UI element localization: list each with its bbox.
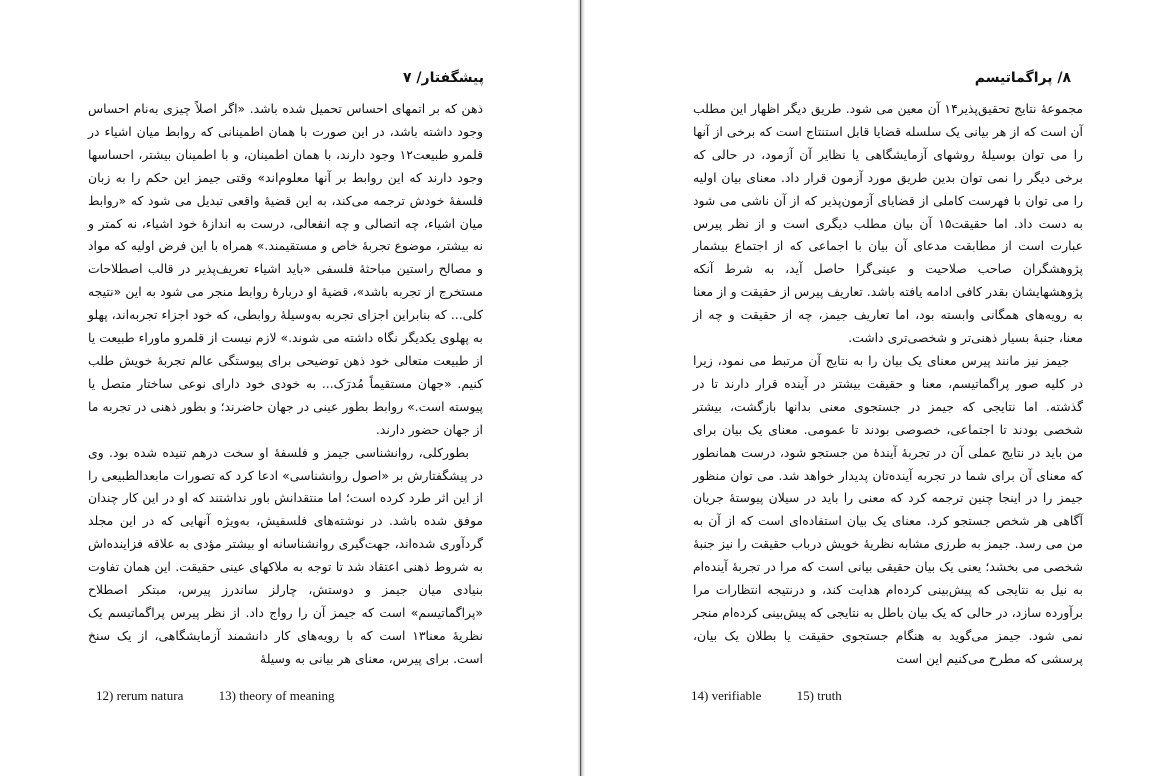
left-paragraph-1: ذهن که بر اتمهای احساس تحمیل شده باشد. «اگر اصلاً چیزی به‌نام احساس وجود داشته باشد، در این صورت با همان اطمینانی که روابط میان اشیاء در قلمرو طبیعت۱۲ وجود دارند، با همان اطمینان، و با اطمینان بیشتر، احساسها وجود دارند که این روابط بر آنها معلوم‌اند» وقتی جیمز این حکم را به زبان فلسفهٔ خودش ترجمه می‌کند، به این قضیهٔ واقعی تبدیل می شود که «روابط میان اشیاء، چه اتصالی و چه انفعالی، درست به اندازهٔ خود اشیاء، نه کمتر و نه بیشتر، موضوع تجربهٔ خاص و مستقیمند.» همراه با این فرض اولیه که مواد و مصالح راستین مباحثهٔ فلسفی «باید اشیاء تعریف‌پذیر در قالب اصطلاحات مستخرج از تجربه باشد»، قضیهٔ او دربارهٔ روابط منجر می شود به این «نتیجه کلی... که بنابراین اجزای تجربه به‌وسیلهٔ روابطی، که خود اجزاء تجربه‌اند، پهلو به پهلوی یکدیگر نگاه داشته می شوند.» لازم نیست از قلمرو ماوراء طبیعت یا از طبیعت متعالی خود ذهن توضیحی برای پیوستگی عالم تجربهٔ خویش طلب کنیم. «جهان مستقیماً مُدرَک... به خودی خود دارای نوعی ساختار متصل یا پیوسته است.» روابط بطور عینی در جهان حاضرند؛ و بطور ذهنی در تجربه ما از جهان حضور دارند. [88, 101, 483, 437]
left-paragraph-2: بطورکلی، روانشناسی جیمز و فلسفهٔ او سخت درهم تنیده شده بود. وی در پیشگفتارش بر «اصول روانشناسی» ادعا کرد که تصورات مابعدالطبیعی را از این اثر طرد کرده است؛ اما منتقدانش باور نداشتند که او در این کار چندان موفق شده باشد. در نوشته‌های فلسفیش، به‌ویژه آنهایی که در این مجلد گردآوری شده‌اند، جهت‌گیری روانشناسانه او بیشتر مؤدی به علاقه فزاینده‌اش به شروط ذهنی اعتقاد شد تا توجه به ملاکهای عینی حقیقت. این همان تفاوت بنیادی میان جیمز و دوستش، چارلز ساندرز پیرس، مبتکر اصطلاح «پراگماتیسم» است که جیمز آن را رواج داد. از نظر پیرس پراگماتیسم یک نظریهٔ معنا۱۳ است که با رویه‌های کار دانشمند آزمایشگاهی، از یک سنخ است. برای پیرس، معنای هر بیانی به وسیلهٔ [88, 444, 483, 666]
right-body-text [693, 98, 1083, 671]
footnote-13: 13) theory of meaning [218, 688, 335, 703]
footnote-15: 15) truth [796, 688, 842, 703]
left-page [0, 0, 580, 776]
left-body-text [88, 98, 483, 671]
book-gutter [577, 0, 585, 776]
right-running-head: ۸/ پراگماتیسم [974, 70, 1071, 86]
right-paragraph-2: جیمز نیز مانند پیرس معنای یک بیان را به نتایج آن مرتبط می نمود، زیرا در کلیه صور پراگماتیسم، معنا و حقیقت بیشتر در آینده قرار دارند تا در گذشته. اما نتایجی که جیمز در جستجوی معنی بدانها بازگشت، بیشتر شخصی بودند تا اجتماعی، خصوصی بودند تا عمومی. معنای یک بیان برای من باید در نتایج عملی آن در تجربهٔ آیندهٔ من جستجو شود، درست همانطور که معنای آن برای شما در تجربه آینده‌تان پدیدار خواهد شد. می توان منظور جیمز را در اینجا چنین ترجمه کرد که معنی را باید در سیلان پیوستهٔ جریان آگاهی هر شخص جستجو کرد. معنای یک بیان استفاده‌ای است که از آن به من می رسد. جیمز به طرزی مشابه نظریهٔ خویش درباب حقیقت را نیز جنبهٔ شخصی می بخشد؛ یعنی یک بیان حقیقی بیانی است که مرا در تجربهٔ آینده‌ام به نیل به نتایجی که پیش‌بینی کرده‌ام هدایت کند، و درنتیجه انتظارات مرا برآورده سازد، در حالی که یک بیان باطل به نتایجی که پیش‌بینی کرده‌ام منجر نمی شود. جیمز می‌گوید به هنگام جستجوی حقیقت یا بطلان یک بیان، پرسشی که مطرح می‌کنیم این است [693, 352, 1083, 666]
left-running-head: پیشگفتار/ ۷ [402, 70, 484, 86]
right-footnotes [691, 688, 842, 704]
footnote-12: 12) rerum natura [96, 688, 184, 703]
footnote-14: 14) verifiable [691, 688, 762, 703]
left-footnotes [96, 688, 335, 704]
right-page [585, 0, 1175, 776]
right-paragraph-1: مجموعهٔ نتایج تحقیق‌پذیر۱۴ آن معین می شود. طریق دیگر اظهار این مطلب آن است که از هر بیانی یک سلسله قضایا قابل استنتاج است که برخی از آنها را می توان بوسیلهٔ روشهای آزمایشگاهی یا نظایر آن آزمود، در حالی که برخی دیگر را نمی توان بدین طریق مورد آزمون قرار داد. معنای بیان اولیه را می توان با فهرست کاملی از قضایای آزمون‌پذیر که از آن ناشی می شود به دست داد. اما حقیقت۱۵ آن بیان مطلب دیگری است و از نظر پیرس عبارت است از مطابقت مدعای آن بیان با اجماعی که از اجتماع بیشمار پژوهشگران صاحب صلاحیت و عینی‌گرا حاصل آید، به شرط آنکه پژوهشهایشان بقدر کافی ادامه یافته باشد. تعاریف پیرس از حقیقت و از معنا به رویه‌های همگانی وابسته بود، اما تعاریف جیمز، چه از حقیقت و چه از معنا، جنبهٔ بسیار ذهنی‌تر و شخصی‌تری داشت. [693, 101, 1083, 346]
